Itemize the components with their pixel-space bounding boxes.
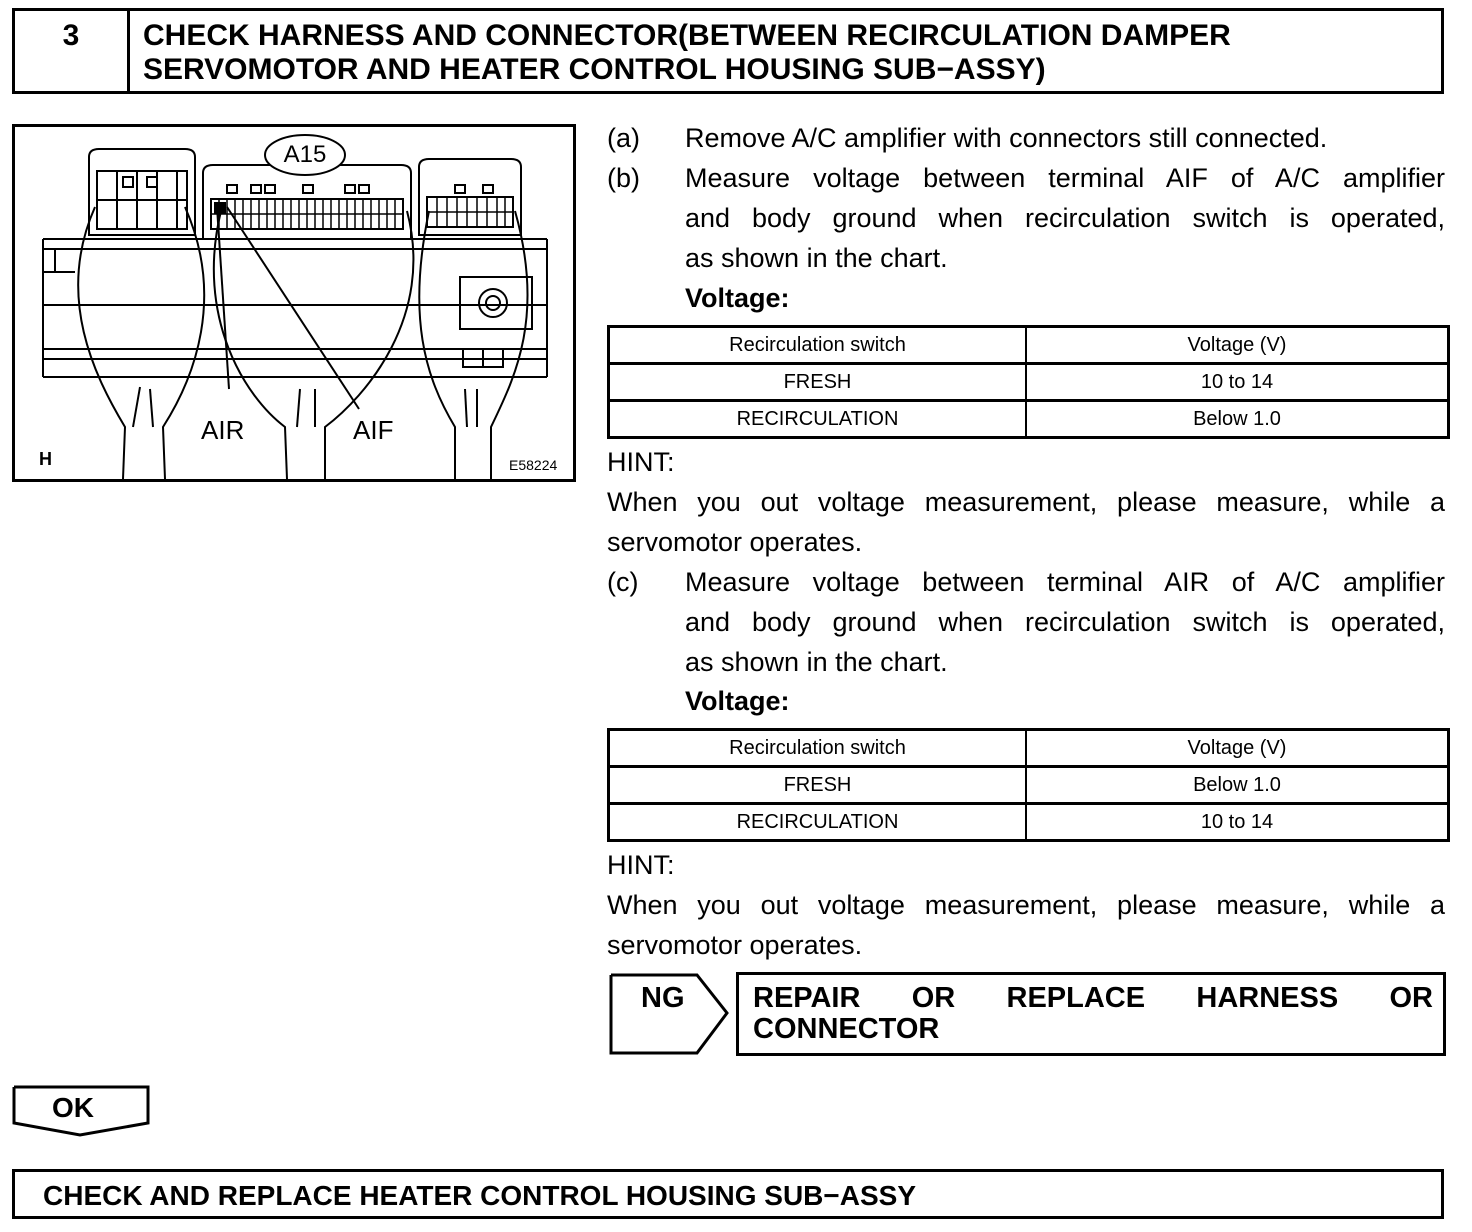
table-cell: FRESH — [609, 364, 1027, 401]
table-header: Voltage (V) — [1026, 730, 1449, 767]
connector-label-a15: A15 — [283, 141, 327, 168]
step-title-line1: CHECK HARNESS AND CONNECTOR(BETWEEN RECIRCULATION DAMPER — [143, 19, 1231, 52]
hint-line1-2: When you out voltage measurement, please measure, while a — [607, 890, 1445, 920]
connector-diagram — [15, 127, 573, 479]
hint-line1-1: When you out voltage measurement, please measure, while a — [607, 487, 1445, 517]
table-row — [609, 804, 1449, 841]
table-header: Recirculation switch — [609, 327, 1027, 364]
table-cell: FRESH — [609, 767, 1027, 804]
terminal-air-label: AIR — [201, 415, 245, 445]
ng-action-line1: REPAIR OR REPLACE HARNESS OR — [753, 982, 1433, 1014]
step-a — [607, 118, 1447, 158]
table-cell: RECIRCULATION — [609, 401, 1027, 438]
table-row — [609, 364, 1449, 401]
step-c-line3: as shown in the chart. — [685, 647, 948, 677]
figure-code: E58224 — [509, 457, 558, 473]
ng-action-line2: CONNECTOR — [753, 1013, 940, 1045]
step-c-line2: and body ground when recirculation switch is operated, — [685, 607, 1445, 637]
table-cell: 10 to 14 — [1026, 364, 1449, 401]
step-b — [607, 158, 1447, 278]
step-a-label: (a) — [607, 123, 640, 153]
connector-figure — [12, 124, 576, 482]
voltage-table-2 — [607, 728, 1450, 842]
step-c — [607, 562, 1447, 682]
table-header-row — [609, 730, 1449, 767]
voltage-table-1 — [607, 325, 1450, 439]
ok-label: OK — [52, 1092, 94, 1123]
table-header: Voltage (V) — [1026, 327, 1449, 364]
terminal-aif-label: AIF — [353, 415, 394, 445]
table-header: Recirculation switch — [609, 730, 1027, 767]
step-b-label: (b) — [607, 163, 640, 193]
hint-label-1: HINT: — [607, 447, 675, 477]
step-number: 3 — [15, 11, 130, 91]
final-step-box — [12, 1169, 1444, 1219]
table-cell: Below 1.0 — [1026, 767, 1449, 804]
table-row — [609, 767, 1449, 804]
hint-label-2: HINT: — [607, 850, 675, 880]
voltage-heading-1: Voltage: — [685, 283, 790, 313]
step-title — [143, 19, 1433, 87]
ng-action-text — [753, 983, 1433, 1045]
ng-label: NG — [641, 982, 685, 1014]
step-b-line2: and body ground when recirculation switch is operated, — [685, 203, 1445, 233]
step-b-line3: as shown in the chart. — [685, 243, 948, 273]
step-title-line2: SERVOMOTOR AND HEATER CONTROL HOUSING SUB−ASSY) — [143, 53, 1046, 86]
voltage-heading-2: Voltage: — [685, 686, 790, 716]
step-b-line1: Measure voltage between terminal AIF of A/C amplifier — [685, 163, 1445, 193]
table-cell: RECIRCULATION — [609, 804, 1027, 841]
table-row — [609, 401, 1449, 438]
step-header — [12, 8, 1444, 94]
hint-line2-2: servomotor operates. — [607, 930, 863, 960]
table-cell: Below 1.0 — [1026, 401, 1449, 438]
final-step-text: CHECK AND REPLACE HEATER CONTROL HOUSING SUB−ASSY — [43, 1180, 917, 1211]
step-c-line1: Measure voltage between terminal AIR of A/C amplifier — [685, 567, 1445, 597]
step-a-text: Remove A/C amplifier with connectors still connected. — [685, 123, 1328, 153]
figure-corner-letter: H — [39, 449, 52, 469]
ng-action-box — [736, 972, 1446, 1056]
table-header-row — [609, 327, 1449, 364]
table-cell: 10 to 14 — [1026, 804, 1449, 841]
hint-line2-1: servomotor operates. — [607, 527, 863, 557]
step-c-label: (c) — [607, 567, 639, 597]
